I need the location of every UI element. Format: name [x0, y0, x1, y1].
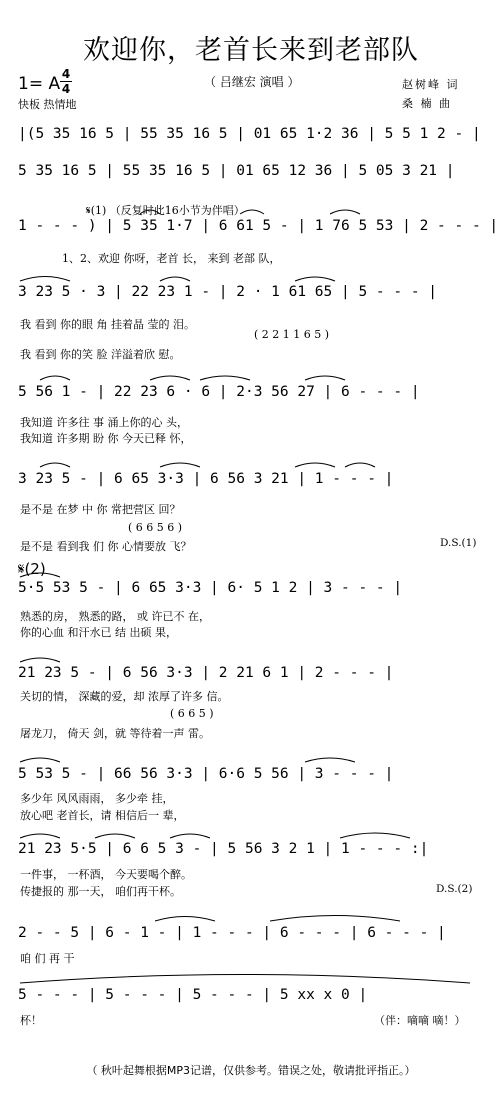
time-signature-top: 4	[61, 67, 71, 81]
slur	[20, 834, 60, 838]
lyric-line: 我知道 许多期 盼 你 今天已释 怀，	[20, 432, 192, 445]
slur	[330, 210, 360, 214]
composer-credit: 桑 楠 曲	[402, 97, 452, 110]
accompaniment-notes: ( 6 6 5 6 )	[128, 521, 183, 534]
lyric-line: 多少年 风风雨雨， 多少牵 挂，	[20, 792, 174, 805]
lyric-line: 传捷报的 那一天， 咱们再干杯。	[20, 885, 181, 898]
slur	[295, 463, 335, 467]
footer-note: （ 秋叶起舞根据MP3记谱，仅供参考。错误之处，敬请批评指正。）	[86, 1064, 416, 1077]
lyric-line: 是不是 看到我 们 你 心情要放 飞？	[20, 540, 192, 553]
tie	[155, 917, 215, 922]
slur	[160, 277, 190, 281]
notation-row-6: 3 23 5 - | 6 65 3·3 | 6 56 3 21 | 1 - - - |	[18, 471, 394, 487]
lyric-line: 你的心血 和汗水已 结 出硕 果，	[20, 626, 177, 639]
slur	[345, 463, 375, 467]
notation-row-12: 5 - - - | 5 - - - | 5 - - - | 5 xx x 0 |	[18, 987, 368, 1003]
lyric-line: 关切的情， 深藏的爱，却 浓厚了许多 信。	[20, 690, 229, 703]
song-title: 欢迎你，老首长来到老部队	[83, 35, 419, 66]
lyric-line: 我 看到 你的眼 角 挂着晶 莹的 泪。	[20, 318, 195, 331]
slur	[240, 210, 264, 214]
notation-row-8: 21 23 5 - | 6 56 3·3 | 2 21 6 1 | 2 - - - |	[18, 665, 394, 681]
slur	[150, 376, 190, 380]
lyric-line: 杯！	[20, 1014, 42, 1027]
notation-row-5: 5 56 1 - | 22 23 6 · 6 | 2·3 56 27 | 6 - - - |	[18, 384, 420, 400]
dal-segno-1: D.S.(1)	[440, 537, 477, 549]
notation-row-7: 5·5 53 5 - | 6 65 3·3 | 6· 5 1 2 | 3 - - - |	[18, 580, 403, 596]
notation-row-10: 21 23 5·5 | 6 6 5 3 - | 5 56 3 2 1 | 1 - - - :|	[18, 841, 429, 857]
slur	[305, 758, 355, 762]
segno-2-icon: 𝄋(2)	[18, 560, 46, 578]
notation-row-1: |(5 35 16 5 | 55 35 16 5 | 01 65 1·2 36 | 5 5 1 2 - |	[18, 126, 481, 142]
slur	[40, 376, 70, 380]
lyricist-credit: 赵树峰 词	[402, 78, 460, 91]
lyric-line: 咱 们 再 干	[20, 952, 75, 965]
dal-segno-2: D.S.(2)	[436, 883, 473, 895]
key-signature: 1= A	[18, 74, 61, 94]
tie	[270, 916, 400, 922]
slur	[140, 210, 160, 214]
tie	[20, 975, 470, 984]
slur	[20, 758, 60, 762]
lyric-line: 屠龙刀， 倚天 剑，就 等待着一声 雷。	[20, 727, 210, 740]
accompaniment-notes: ( 6 6 5 )	[170, 707, 214, 720]
slur	[20, 277, 70, 282]
segno-1-annotation: 𝄋(1) （反复时此16小节为伴唱）	[86, 204, 245, 217]
slur	[170, 834, 210, 838]
notation-row-2: 5 35 16 5 | 55 35 16 5 | 01 65 12 36 | 5 05 3 21 |	[18, 163, 455, 179]
lyric-line: 熟悉的房， 熟悉的路， 或 许已不 在，	[20, 610, 210, 623]
notation-row-11: 2 - - 5 | 6 - 1 - | 1 - - - | 6 - - - | 6 - - - |	[18, 925, 446, 941]
slur	[340, 833, 410, 838]
lyric-line: 是不是 在梦 中 你 常把营区 回？	[20, 503, 181, 516]
lyric-line: 一件事， 一杯酒， 今天要喝个醉。	[20, 868, 192, 881]
slur	[20, 658, 60, 662]
slur	[20, 573, 60, 577]
singer-credit: （ 吕继宏 演唱 ）	[204, 75, 300, 89]
slur	[200, 376, 250, 380]
tempo-marking: 快板 热情地	[18, 98, 77, 111]
lyric-line: 放心吧 老首长，请 相信后一 辈，	[20, 809, 185, 822]
lyric-line: 1、2、欢迎 你呀，老首 长， 来到 老部 队，	[62, 252, 281, 265]
slur	[305, 376, 345, 380]
accompaniment-notes: ( 2 2 1 1 6 5 )	[254, 328, 330, 341]
notation-row-3: 1 - - - ) | 5 35 1·7 | 6 61 5 - | 1 76 5 53 | 2 - - - |	[18, 218, 499, 234]
slur	[160, 463, 200, 467]
lyric-line: 我知道 许多往 事 涌上你的心 头，	[20, 416, 188, 429]
notation-row-9: 5 53 5 - | 66 56 3·3 | 6·6 5 56 | 3 - - - |	[18, 766, 394, 782]
slur	[40, 463, 70, 467]
time-signature-bottom: 4	[61, 82, 71, 96]
accompaniment-note: （伴：嘀嘀 嘀！）	[374, 1014, 466, 1027]
slur	[95, 834, 135, 838]
notation-row-4: 3 23 5 · 3 | 22 23 1 - | 2 · 1 61 65 | 5 - - - |	[18, 284, 438, 300]
slur	[295, 277, 335, 281]
lyric-line: 我 看到 你的笑 脸 洋溢着欣 慰。	[20, 348, 181, 361]
